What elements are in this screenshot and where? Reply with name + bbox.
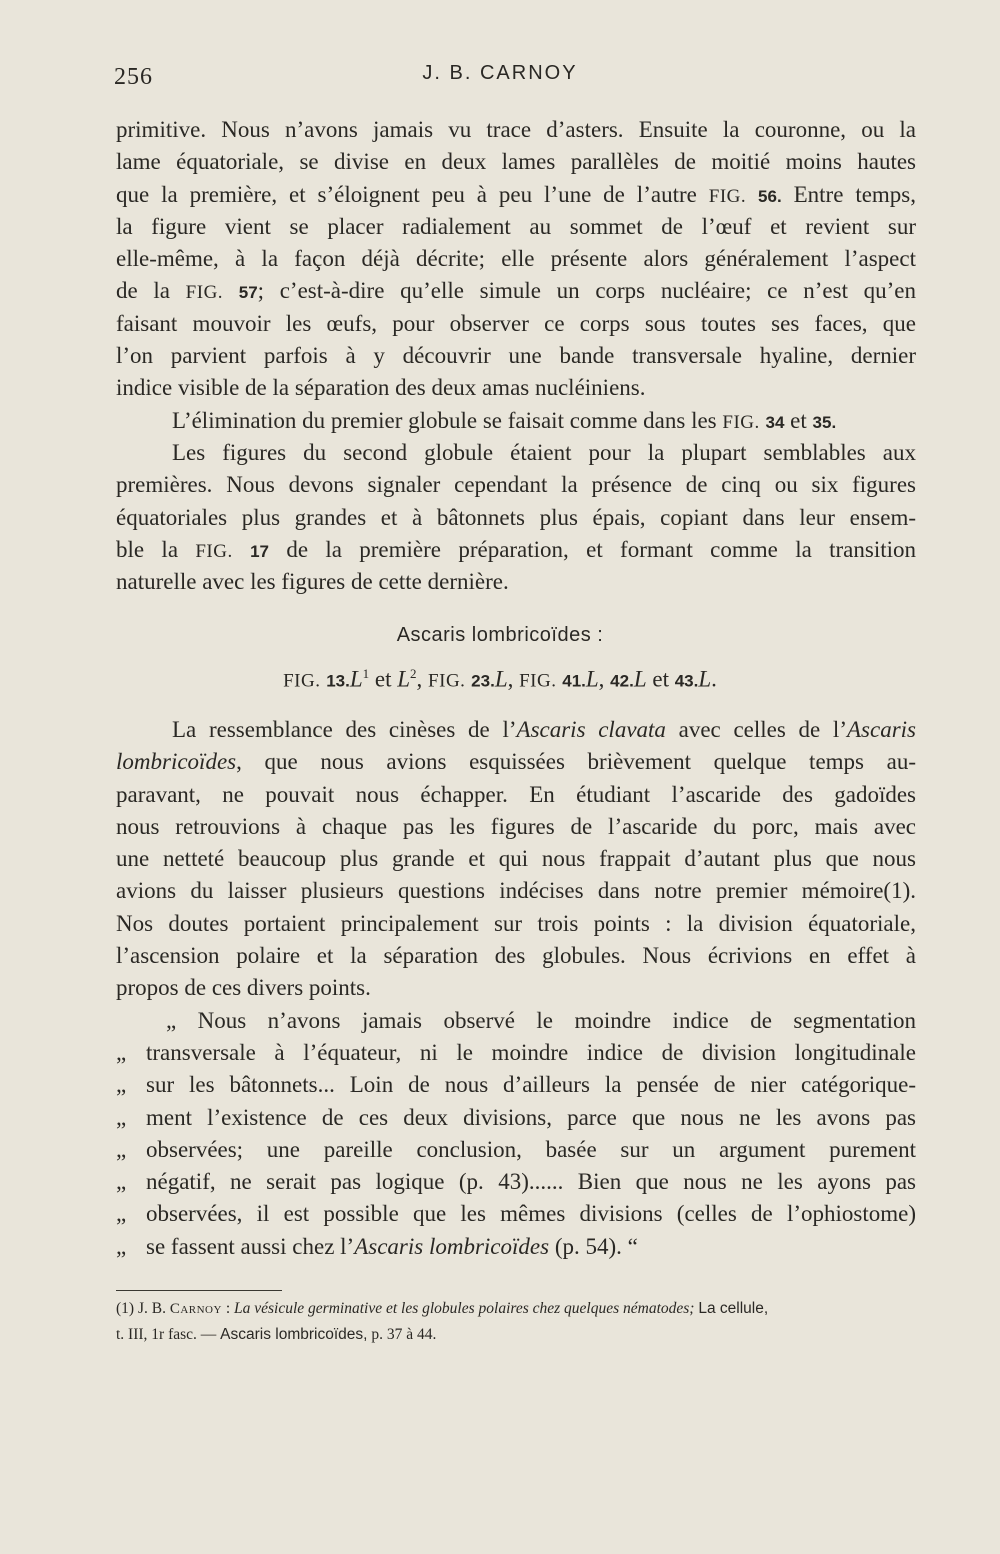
text-line: faisant mouvoir les œufs, pour observer ce corps sous toutes ses faces, que <box>116 310 916 336</box>
punctuation: , <box>416 666 423 692</box>
figure-letter: L <box>397 666 411 692</box>
text-span: La ressemblance des cinèses de l’ <box>172 717 517 742</box>
paragraph-line <box>116 405 916 437</box>
footnote-line: (1) J. B. Carnoy : La vésicule germinative et les globules polaires chez quelques nématodes; La cellule, <box>116 1300 769 1317</box>
figure-ref: FIG. <box>708 185 747 207</box>
text-line: l’ascension polaire et la séparation des globules. Nous écrivions en effet à <box>116 943 916 969</box>
text-span: que la première, et s’éloignent peu à peu l’une de l’autre <box>116 181 697 207</box>
section-heading: Ascaris lombricoïdes : <box>396 624 604 646</box>
figure-letter: L <box>349 666 363 692</box>
running-head-author: J. B. CARNOY <box>422 62 578 84</box>
quote-line <box>116 1037 916 1069</box>
text-span: Entre temps, <box>781 181 917 207</box>
quote-line <box>116 1005 916 1037</box>
punctuation: , <box>598 666 605 692</box>
figure-number: 41. <box>562 671 586 691</box>
figure-letter: L <box>585 666 599 692</box>
quote-mark: „ <box>116 1233 127 1259</box>
text-line: premières. Nous devons signaler cependant la présence de cinq ou six figures <box>116 472 916 498</box>
text-line: nous retrouvions à chaque pas les figures de l’ascaride du porc, mais avec <box>116 813 916 839</box>
page-number: 256 <box>114 64 153 90</box>
figure-letter: L <box>633 666 647 692</box>
footnote-author: Carnoy <box>169 1301 222 1317</box>
text-line: équatoriales plus grandes et à bâtonnets plus épais, copiant dans leur ensem- <box>116 504 916 530</box>
figure-number: 23. <box>471 671 495 691</box>
quote-mark: „ <box>116 1039 127 1065</box>
running-header <box>0 58 1000 94</box>
quote-line <box>116 1102 916 1134</box>
text-span: , que nous avions esquissées brièvement quelque temps au- <box>236 749 916 775</box>
text-line: indice visible de la séparation des deux amas nucléiniens. <box>116 375 646 401</box>
text-span: avec celles de l’ <box>665 717 847 742</box>
species-name: lombricoïdes <box>116 749 237 775</box>
text-line: Nos doutes portaient principalement sur trois points : la division équatoriale, <box>116 910 916 936</box>
footnote-work: Ascaris lombricoïdes, <box>220 1326 368 1343</box>
footnote-pages: p. 37 à 44. <box>371 1326 437 1343</box>
text-span: et <box>374 666 392 692</box>
footnote-volume: t. III, 1r fasc. — <box>116 1326 217 1343</box>
figure-number: 13. <box>326 671 350 691</box>
quote-mark: „ <box>116 1169 127 1195</box>
figure-ref: FIG. <box>519 670 557 692</box>
species-name: Ascaris lombricoïdes <box>354 1233 550 1259</box>
figure-letter: L <box>494 666 508 692</box>
text-span: de la <box>116 278 170 304</box>
figure-ref: FIG. <box>428 670 466 692</box>
text-line: lame équatoriale, se divise en deux lames parallèles de moitié moins hautes <box>116 149 916 175</box>
text-span: négatif, ne serait pas logique (p. 43)...... Bien que nous ne les ayons pas <box>146 1169 916 1195</box>
text-line <box>116 275 916 307</box>
figure-ref: FIG. <box>185 282 224 304</box>
quote-line <box>116 1069 916 1101</box>
figure-reference-line: FIG. $13.L^1$ et $L^2$, FIG. 23.L, FIG. 41.L, 42.L et 43.L. <box>283 666 717 692</box>
text-line: propos de ces divers points. <box>116 975 371 1001</box>
text-line: l’on parvient parfois à y découvrir une bande transversale hyaline, dernier <box>116 343 916 369</box>
figure-number: 35. <box>812 412 837 432</box>
footnote-line <box>116 1322 922 1347</box>
text-span: ment l’existence de ces deux divisions, parce que nous ne les avons pas <box>146 1104 916 1130</box>
quote-line <box>116 1134 916 1166</box>
text-line: avions du laisser plusieurs questions indécises dans notre premier mémoire(1). <box>116 878 916 904</box>
text-span: Nous n’avons jamais observé le moindre indice de segmentation <box>197 1007 917 1033</box>
figure-number: 17 <box>250 541 269 561</box>
quote-line <box>116 1198 916 1230</box>
text-span: (p. 54). “ <box>549 1233 638 1259</box>
text-line: primitive. Nous n’avons jamais vu trace d’asters. Ensuite la couronne, ou la <box>116 117 916 142</box>
figure-letter: L <box>698 666 712 692</box>
quote-mark: „ <box>116 1136 127 1162</box>
text-line <box>116 534 916 566</box>
footnote-title: La vésicule germinative et les globules polaires chez quelques nématodes; <box>234 1300 695 1317</box>
footnote-rule <box>116 1290 282 1291</box>
text-block-lower <box>116 714 916 1263</box>
text-line: Les figures du second globule étaient pour la plupart semblables aux <box>172 439 916 465</box>
quote-line <box>116 1166 916 1198</box>
footnote-journal: La cellule, <box>698 1300 769 1317</box>
text-line: naturelle avec les figures de cette dernière. <box>116 569 509 595</box>
text-span: se fassent aussi chez l’ <box>146 1233 355 1259</box>
figure-number: 42. <box>610 671 634 691</box>
text-span: observées; une pareille conclusion, basée sur un argument purement <box>146 1136 916 1162</box>
figure-ref: FIG. <box>195 540 233 562</box>
quote-mark: „ <box>116 1201 127 1227</box>
superscript: 1 <box>362 666 370 681</box>
text-line: la figure vient se placer radialement au sommet de l’œuf et revient sur <box>116 213 916 239</box>
quote-mark: „ <box>166 1007 177 1033</box>
figure-number: 34 <box>765 412 785 432</box>
text-line <box>116 179 916 211</box>
text-span: et <box>790 407 807 433</box>
quote-line <box>116 1231 916 1263</box>
text-line: paravant, ne pouvait nous échapper. En étudiant l’ascaride des gadoïdes <box>116 781 916 807</box>
quote-mark: „ <box>116 1104 127 1130</box>
figure-ref: FIG. <box>722 411 760 433</box>
figure-number: 43. <box>674 671 699 691</box>
text-span: L’élimination du premier globule se faisait comme dans les <box>172 407 717 433</box>
figure-number: 57 <box>238 283 258 303</box>
figure-ref: FIG. <box>283 670 321 692</box>
footnote-marker: (1) <box>116 1300 135 1317</box>
text-line: une netteté beaucoup plus grande et qui nous frappait d’autant plus que nous <box>116 846 916 872</box>
quote-mark: „ <box>116 1072 127 1098</box>
text-span: ble la <box>116 536 179 562</box>
text-span: sur les bâtonnets... Loin de nous d’ailleurs la pensée de nier catégorique- <box>146 1072 916 1098</box>
footnote <box>116 1296 922 1347</box>
text-line <box>116 714 916 746</box>
species-name: Ascaris <box>847 717 916 742</box>
figure-number: 56. <box>758 186 782 206</box>
text-line <box>116 746 916 778</box>
text-span: ; c’est-à-dire qu’elle simule un corps nucléaire; ce n’est qu’en <box>257 278 917 304</box>
text-line: elle-même, à la façon déjà décrite; elle présente alors généralement l’aspect <box>116 246 916 272</box>
text-span: observées, il est possible que les mêmes divisions (celles de l’ophiostome) <box>146 1201 916 1227</box>
punctuation: , <box>507 666 514 692</box>
text-span: transversale à l’équateur, ni le moindre indice de division longitudinale <box>146 1039 916 1065</box>
text-span: et <box>652 666 669 692</box>
text-span: de la première préparation, et formant comme la transition <box>286 536 917 562</box>
species-name: Ascaris clavata <box>516 717 666 742</box>
footnote-author-initial: J. B. <box>137 1300 166 1317</box>
superscript: 2 <box>410 666 417 681</box>
text-block-upper <box>116 114 916 598</box>
